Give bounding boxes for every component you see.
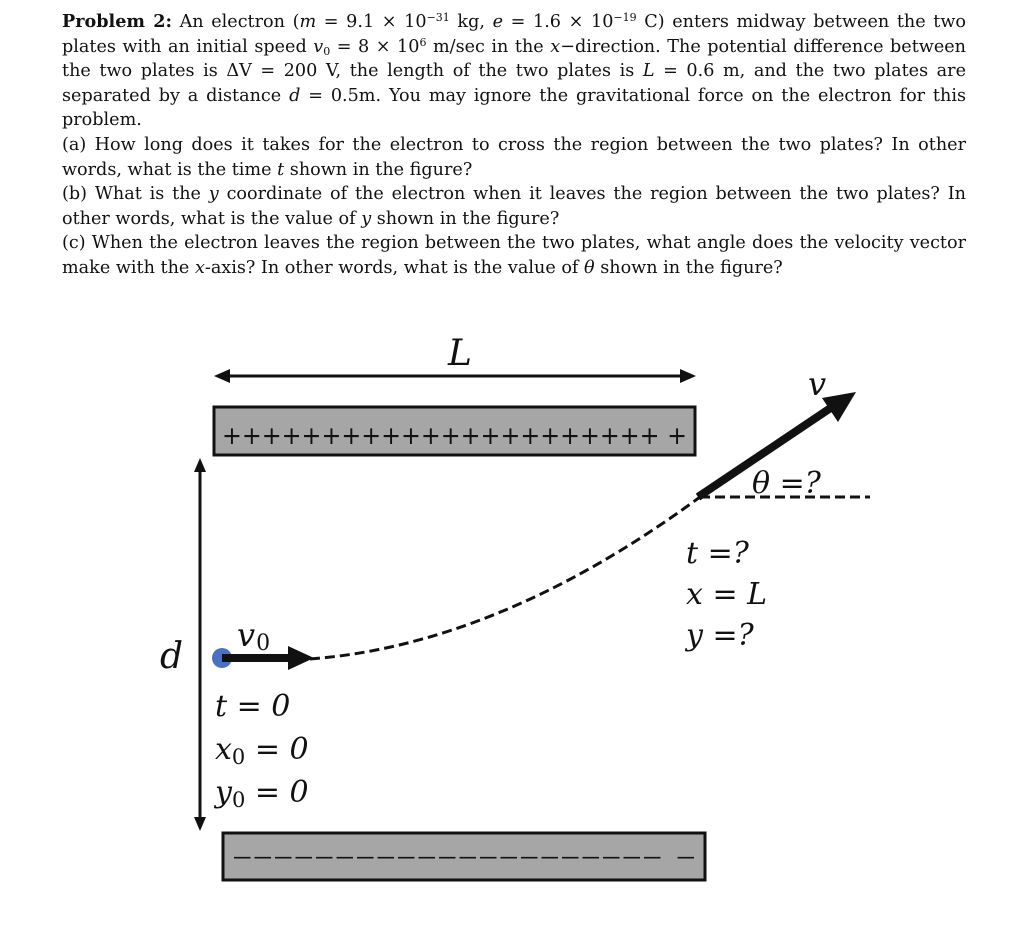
end-y-label: y =?: [686, 618, 754, 653]
problem-intro: Problem 2: An electron ($m = 9.1 \times 10^{-31}$ kg, $e = 1.6 \times 10^{-19}$ C) enters midway between the two plates with an initial speed $v_0 = 8 \times 10^6$ m/sec in the x−direction. The potential difference between the two plates is ΔV = 200 V, the length of the two plates is L = 0.6 m, and the two plates are separated by a distance d = 0.5m. You may ignore the gravitational force on the electron for this problem.: [62, 11, 967, 131]
theta-label: θ =?: [752, 466, 821, 501]
start-x-label: x0 = 0: [215, 732, 309, 769]
length-label: L: [448, 333, 472, 374]
part-a: (a) How long does it takes for the electron to cross the region between the two plates? In other words, what is the time t shown in the figure?: [62, 134, 966, 180]
initial-speed-label: v0: [237, 616, 271, 656]
velocity-label: v: [808, 365, 827, 403]
problem-label: Problem 2:: [62, 11, 172, 32]
top-plate-charges: ++++++++++++++++++++++ +: [222, 421, 687, 450]
bottom-plate-charges: ––––––––––––––––––––– –: [232, 845, 696, 870]
start-y-label: y0 = 0: [215, 775, 309, 812]
part-c: (c) When the electron leaves the region between the two plates, what angle does the velocity vector make with the x-axis? In other words, what is the value of θ shown in the figure?: [62, 233, 966, 278]
end-x-label: x = L: [686, 577, 768, 612]
part-b: (b) What is the y coordinate of the electron when it leaves the region between the two plates? In other words, what is the value of y shown in the figure?: [62, 184, 966, 229]
trajectory-path: [310, 497, 700, 659]
start-time-label: t = 0: [215, 689, 291, 724]
distance-dimension-arrow: [194, 458, 206, 831]
end-time-label: t =?: [686, 536, 749, 571]
distance-label: d: [160, 636, 184, 677]
